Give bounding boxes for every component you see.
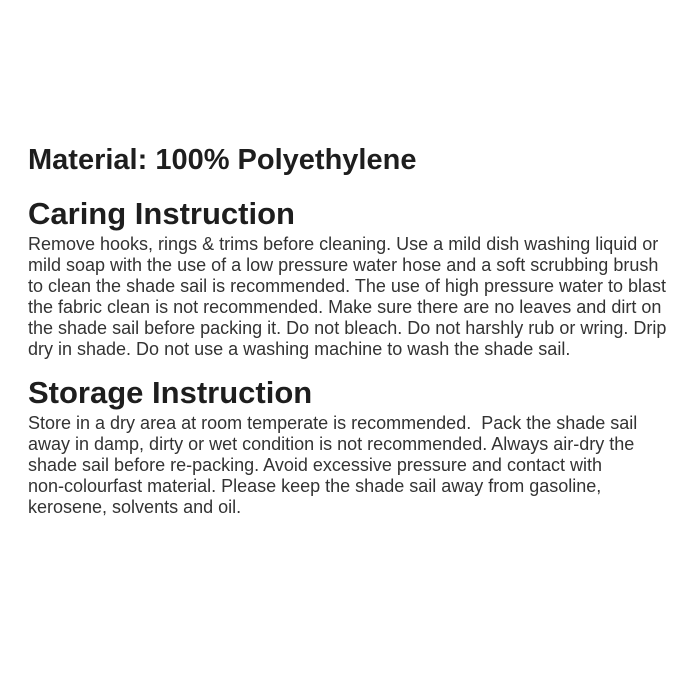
caring-line: Remove hooks, rings & trims before cleaning. Use a mild dish washing liquid or xyxy=(28,234,659,254)
material-heading: Material: 100% Polyethylene xyxy=(28,144,417,176)
caring-instruction-paragraph xyxy=(28,234,666,360)
caring-line: the fabric clean is not recommended. Make sure there are no leaves and dirt on xyxy=(28,297,662,317)
storage-line: away in damp, dirty or wet condition is not recommended. Always air-dry the xyxy=(28,434,635,454)
caring-line: dry in shade. Do not use a washing machine to wash the shade sail. xyxy=(28,339,571,359)
storage-line: Store in a dry area at room temperate is recommended. Pack the shade sail xyxy=(28,413,638,433)
caring-line: the shade sail before packing it. Do not bleach. Do not harshly rub or wring. Drip xyxy=(28,318,667,338)
caring-line: to clean the shade sail is recommended. The use of high pressure water to blast xyxy=(28,276,667,296)
storage-instruction-heading: Storage Instruction xyxy=(28,375,313,410)
storage-line: kerosene, solvents and oil. xyxy=(28,497,242,517)
storage-instruction-paragraph xyxy=(28,413,637,518)
caring-line: mild soap with the use of a low pressure water hose and a soft scrubbing brush xyxy=(28,255,659,275)
storage-line: shade sail before re-packing. Avoid excessive pressure and contact with xyxy=(28,455,602,475)
storage-line: non-colourfast material. Please keep the shade sail away from gasoline, xyxy=(28,476,602,496)
caring-instruction-heading: Caring Instruction xyxy=(28,196,295,231)
